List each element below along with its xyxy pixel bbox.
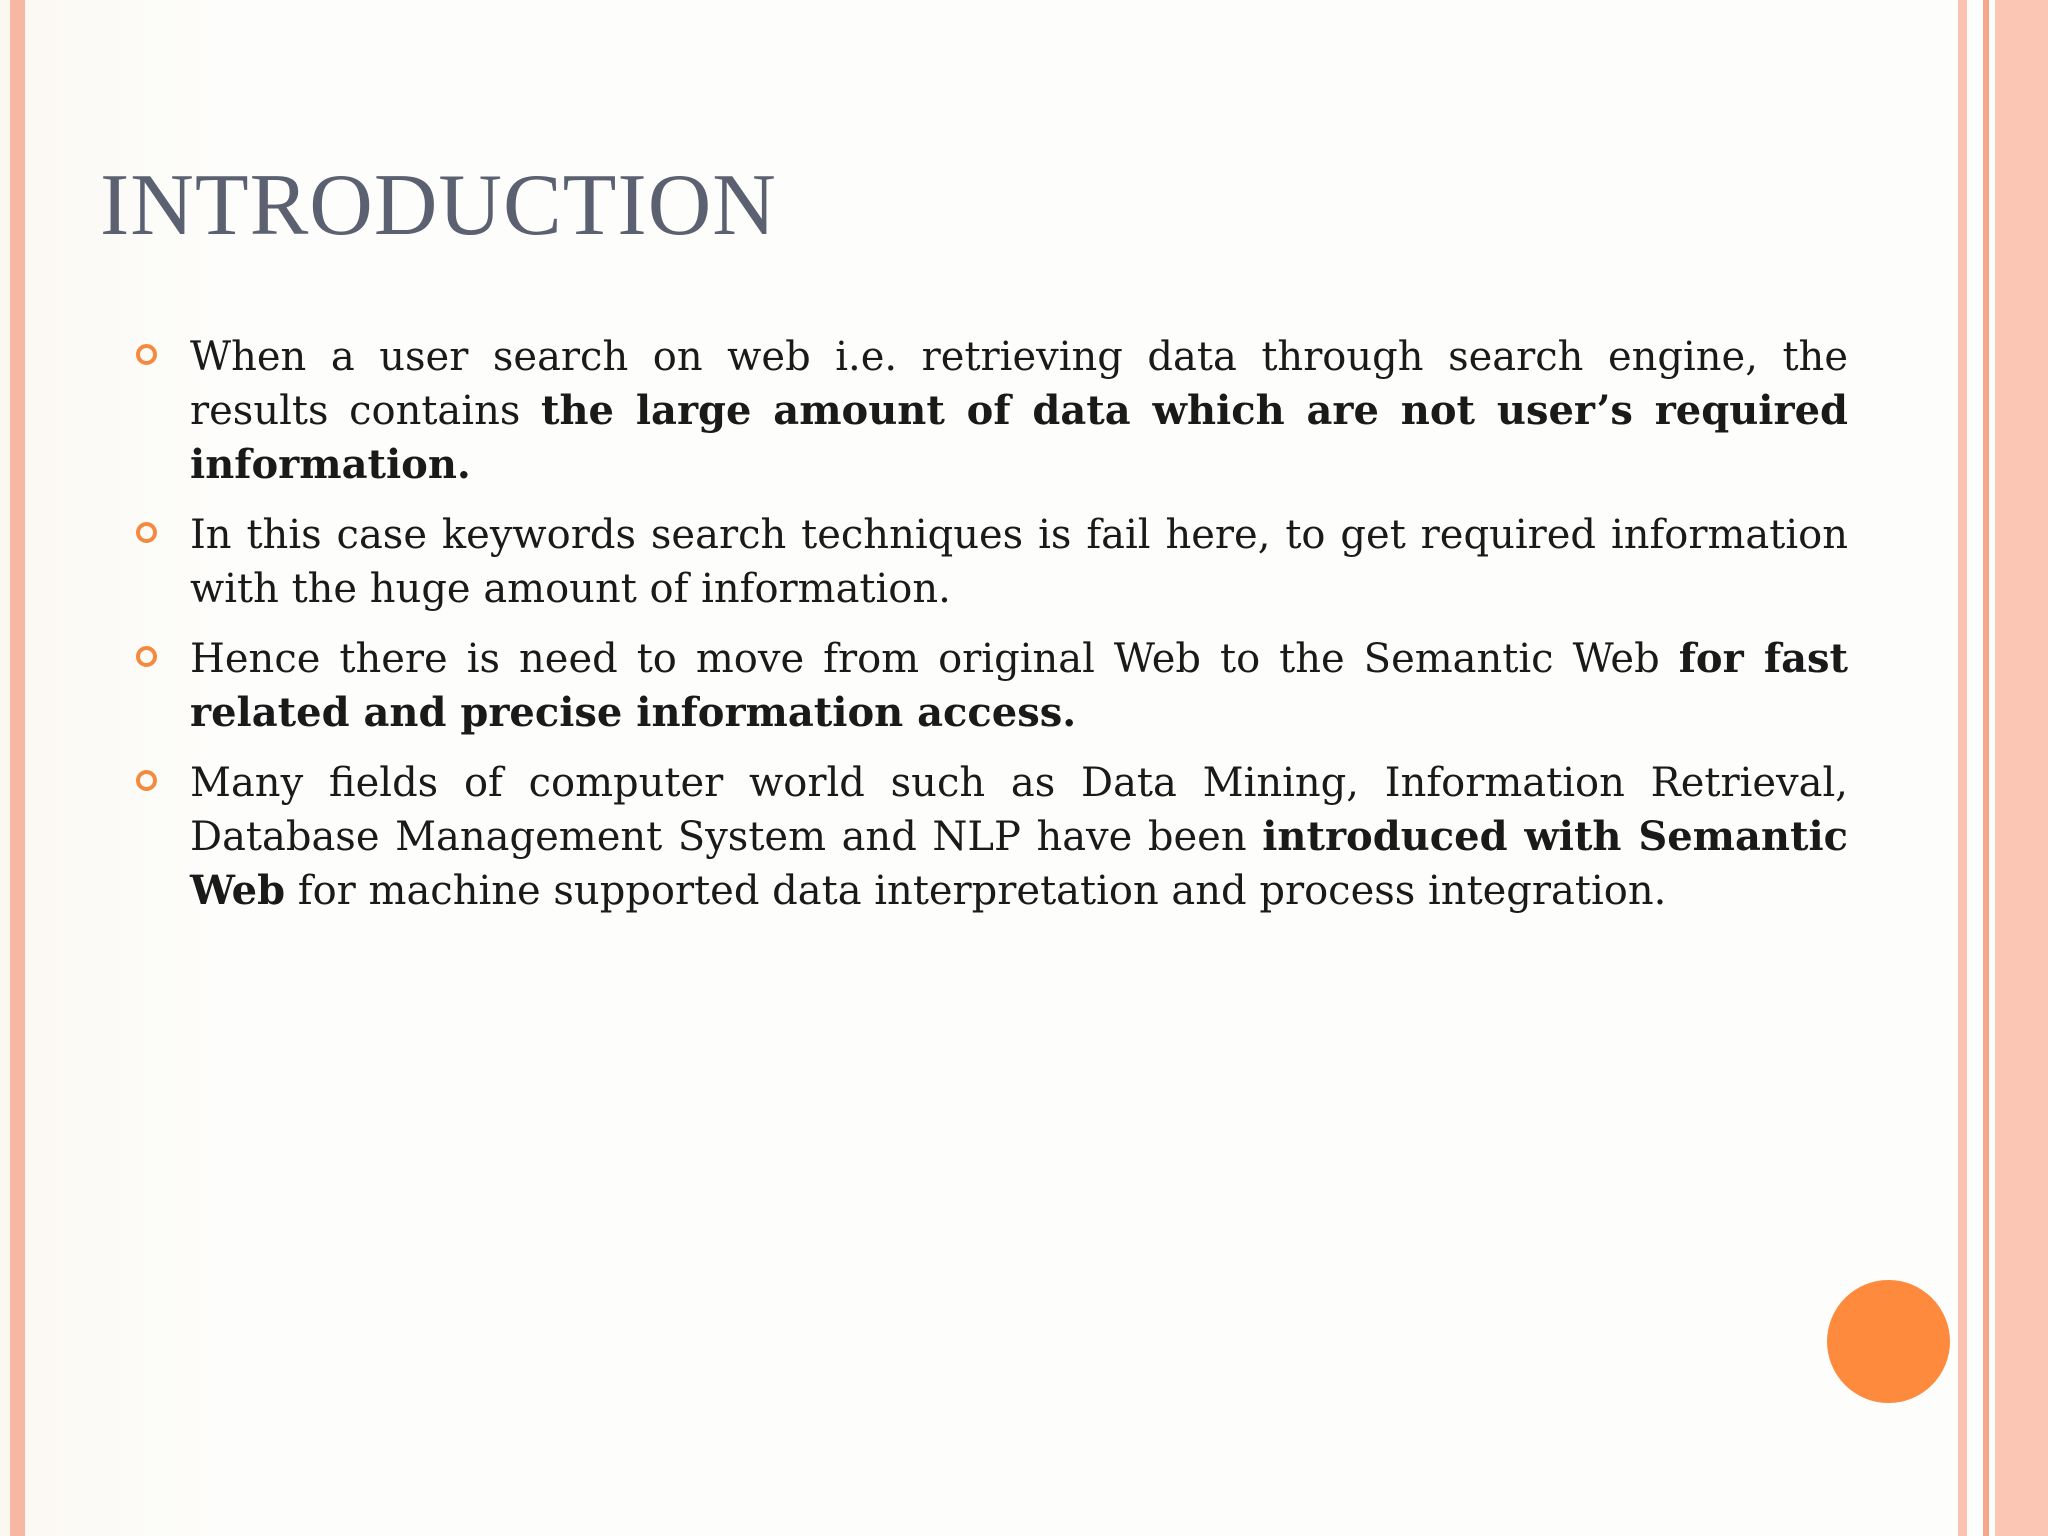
decorative-circle-icon: [1827, 1280, 1950, 1403]
right-border-line: [1983, 0, 1989, 1536]
bullet-item: [136, 330, 1848, 492]
bullet-marker-icon: [136, 646, 157, 667]
bullet-item: [136, 756, 1848, 918]
bullet-emphasis: introduced with Semantic Web: [190, 813, 1849, 914]
bullet-text: Hence there is need to move from original Web to the Semantic Web: [190, 636, 1679, 682]
right-border-band: [1995, 0, 2048, 1536]
bullet-text: In this case keywords search techniques is fail here, to get required information with the huge amount of information.: [190, 512, 1848, 612]
left-border-bar: [10, 0, 25, 1536]
bullet-marker-icon: [136, 522, 157, 543]
bullet-item: [136, 508, 1848, 616]
bullet-emphasis: the large amount of data which are not user’s required information.: [190, 387, 1848, 488]
bullet-text: When a user search on web i.e. retrieving data through search engine, the results contains: [190, 334, 1848, 434]
slide-title: INTRODUCTION: [100, 157, 777, 254]
bullet-marker-icon: [136, 344, 157, 365]
bullet-list: [136, 330, 1848, 934]
bullet-item: [136, 632, 1848, 740]
right-border-bar: [1958, 0, 1967, 1536]
bullet-text-tail: for machine supported data interpretation and process integration.: [285, 868, 1667, 914]
bullet-marker-icon: [136, 770, 157, 791]
bullet-text: Many fields of computer world such as Data Mining, Information Retrieval, Database Management System and NLP have been: [190, 760, 1848, 860]
bullet-emphasis: for fast related and precise information access.: [190, 635, 1848, 736]
